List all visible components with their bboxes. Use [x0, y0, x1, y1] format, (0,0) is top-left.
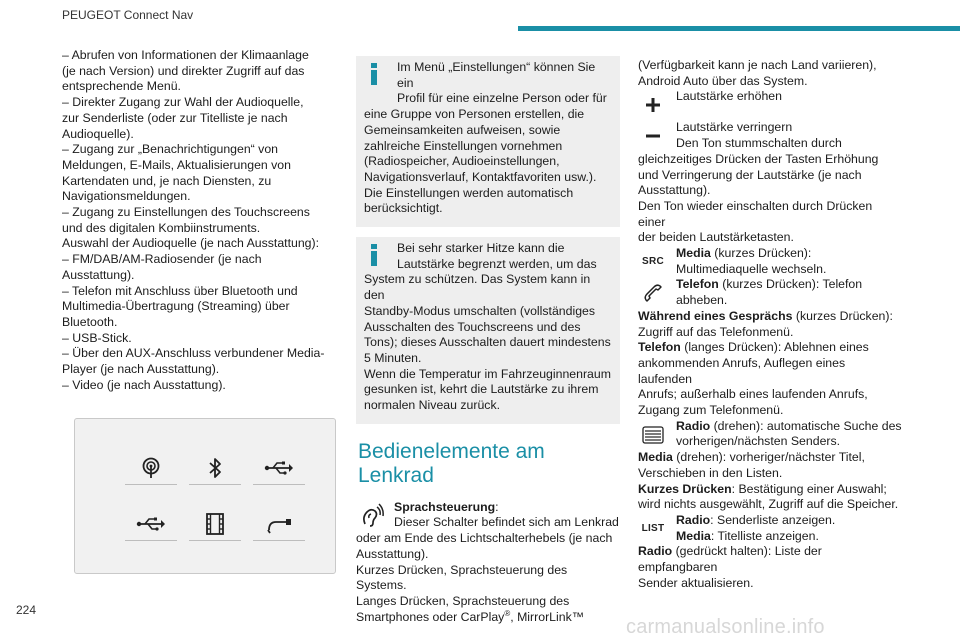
registered-mark: ®: [504, 608, 511, 618]
text-line: Den Ton stummschalten durch: [676, 136, 842, 151]
usb-icon: [253, 451, 305, 485]
video-icon: [189, 507, 241, 541]
list1-rest: : Senderliste anzeigen.: [710, 512, 836, 527]
column-1: [62, 48, 338, 393]
src-bold: Media: [676, 246, 711, 261]
plus-icon: [638, 90, 668, 120]
section-heading: [358, 440, 620, 488]
phone-rest: (kurzes Drücken): Telefon: [718, 277, 863, 292]
text-line: [638, 340, 902, 356]
text-line: gleichzeitiges Drücken der Tasten Erhöhung: [638, 151, 879, 166]
info-box-lead: [364, 60, 612, 107]
voice-last-prefix: Smartphones oder CarPlay: [356, 609, 505, 624]
text-line: wird nichts ausgewählt, Zugriff auf die Speicher.: [638, 497, 899, 512]
text-line: – Video (je nach Ausstattung).: [62, 377, 226, 392]
text-line: Android Auto über das System.: [638, 73, 808, 88]
bluetooth-icon: [189, 451, 241, 485]
section-heading-line: Bedienelemente am: [358, 439, 545, 463]
text-line: zur Senderliste (oder zur Titelliste je nach: [62, 110, 288, 125]
text-line: der beiden Lautstärketasten.: [638, 230, 794, 245]
text-line: Lautstärke erhöhen: [676, 89, 782, 104]
text-line: Ausschalten des Touchscreens und des: [364, 319, 581, 334]
text-line: Im Menü „Einstellungen“ können Sie ein: [397, 60, 596, 90]
text-line: – Zugang zur „Benachrichtigungen“ von: [62, 142, 279, 157]
text-line: (Radiospeicher, Audioeinstellungen,: [364, 154, 560, 169]
text-line: [394, 500, 620, 516]
section-heading-line: Lenkrad: [358, 463, 434, 487]
press-bold: Kurzes Drücken: [638, 481, 732, 496]
voice-title: Sprachsteuerung: [394, 499, 496, 514]
scroll-wheel-icon: [638, 420, 668, 450]
text-line: Navigationsmeldungen.: [62, 189, 191, 204]
watermark: carmanualsonline.info: [626, 616, 825, 638]
text-line: Lautstärke verringern: [676, 120, 793, 135]
text-line: System zu schützen. Das System kann in den: [364, 272, 591, 303]
info-icon: [371, 244, 377, 266]
radio-icon: [125, 451, 177, 485]
text-line: Kurzes Drücken, Sprachsteuerung des Systems.: [356, 562, 568, 593]
text-line: berücksichtigt.: [364, 201, 443, 216]
text-line: Sender aktualisieren.: [638, 575, 754, 590]
text-line: Ausstattung).: [356, 546, 429, 561]
text-line: Langes Drücken, Sprachsteuerung des: [356, 593, 570, 608]
voice-command-icon: [356, 501, 386, 531]
list2-bold: Media: [676, 528, 711, 543]
text-line: – Telefon mit Anschluss über Bluetooth und: [62, 283, 298, 298]
text-line: – Direkter Zugang zur Wahl der Audioquelle,: [62, 95, 304, 110]
text-line: Player (je nach Ausstattung).: [62, 362, 220, 377]
src-rest: (kurzes Drücken):: [710, 246, 812, 261]
text-line: Lautstärke begrenzt werden, um das: [397, 256, 597, 271]
src-label: SRC: [641, 256, 664, 268]
text-line: Standby-Modus umschalten (vollständiges: [364, 303, 596, 318]
text-line: [676, 419, 902, 435]
text-line: und Verringerung der Lautstärke (je nach: [638, 167, 862, 182]
column-3: [638, 58, 902, 592]
aux-cable-icon: [253, 507, 305, 541]
voice-colon: :: [495, 499, 499, 514]
list-button-icon: [638, 514, 668, 544]
text-line: Gemeinsamkeiten aufweisen, sowie: [364, 122, 561, 137]
text-line: ankommenden Anrufs, Auflegen eines laufenden: [638, 355, 846, 386]
text-line: Ausstattung).: [638, 183, 711, 198]
phone-bold: Telefon: [676, 277, 719, 292]
text-line: [356, 610, 620, 626]
text-line: Anrufs; außerhalb eines laufenden Anrufs,: [638, 387, 868, 402]
text-line: Multimediaquelle wechseln.: [676, 261, 827, 276]
audio-source-icon-panel: [74, 418, 336, 574]
volume-down-entry: [638, 120, 902, 151]
text-line: [638, 544, 902, 575]
info-box-settings-profiles: [356, 56, 620, 227]
info-icon: [371, 63, 377, 85]
text-line: Ausstattung).: [62, 267, 135, 282]
text-line: Navigationsverlauf, Kontaktfavoriten usw.).: [364, 169, 597, 184]
text-line: Den Ton wieder einschalten durch Drücken einer: [638, 198, 873, 229]
long-bold: Telefon: [638, 340, 681, 355]
text-line: zahlreiche Einstellungen vornehmen: [364, 138, 563, 153]
usb-icon: [125, 507, 177, 541]
text-line: 5 Minuten.: [364, 350, 422, 365]
list2-rest: : Titelliste anzeigen.: [710, 528, 819, 543]
text-line: [676, 529, 902, 545]
text-line: Die Einstellungen werden automatisch: [364, 185, 574, 200]
minus-icon: [638, 121, 668, 151]
header-accent-bar: [518, 26, 960, 31]
media-rest: (drehen): vorheriger/nächster Titel,: [672, 450, 865, 465]
text-line: Bei sehr starker Hitze kann die: [397, 241, 565, 256]
text-line: gesunken ist, kehrt die Lautstärke zu ihrem: [364, 382, 599, 397]
text-line: [638, 482, 902, 498]
text-line: oder am Ende des Lichtschalterhebels (je nach: [356, 531, 613, 546]
radio-scroll-entry: [638, 419, 902, 450]
text-line: – Zugang zu Einstellungen des Touchscreens: [62, 205, 310, 220]
voice-control-entry: [356, 500, 620, 531]
text-line: abheben.: [676, 293, 728, 308]
src-media-entry: [638, 246, 902, 277]
header-title: PEUGEOT Connect Nav: [62, 8, 194, 22]
press-rest: : Bestätigung einer Auswahl;: [731, 481, 887, 496]
info-box-lead: [364, 241, 612, 272]
text-line: Auswahl der Audioquelle (je nach Ausstattung):: [62, 236, 320, 251]
volume-up-entry: [638, 89, 902, 120]
text-line: [638, 450, 902, 466]
text-line: Multimedia-Übertragung (Streaming) über: [62, 299, 290, 314]
list1-bold: Radio: [676, 512, 711, 527]
phone-entry: [638, 277, 902, 308]
text-line: – FM/DAB/AM-Radiosender (je nach: [62, 252, 262, 267]
list-label: LIST: [641, 523, 665, 535]
text-line: (Verfügbarkeit kann je nach Land variieren),: [638, 58, 877, 72]
src-button-icon: [638, 247, 668, 277]
text-line: Wenn die Temperatur im Fahrzeuginnenraum: [364, 366, 611, 381]
text-line: [676, 277, 902, 293]
text-line: – Über den AUX-Anschluss verbundener Media-: [62, 346, 325, 361]
text-line: Kartendaten und, je nach Diensten, zu: [62, 173, 272, 188]
hold-rest: (gedrückt halten): Liste der empfangbaren: [638, 544, 822, 575]
text-line: entsprechende Menü.: [62, 79, 181, 94]
text-line: Bluetooth.: [62, 314, 118, 329]
page-number: 224: [16, 603, 37, 617]
text-line: [676, 246, 902, 262]
hold-bold: Radio: [638, 544, 673, 559]
text-line: [676, 513, 902, 529]
long-rest: (langes Drücken): Ablehnen eines: [680, 340, 869, 355]
voice-last-suffix: , MirrorLink™: [510, 609, 585, 624]
text-line: (je nach Version) und direkter Zugriff auf das: [62, 63, 305, 78]
list-entry: [638, 513, 902, 544]
text-line: Tons); dieses Ausschalten dauert mindestens: [364, 335, 611, 350]
text-line: Zugriff auf das Telefonmenü.: [638, 324, 794, 339]
call-bold: Während eines Gesprächs: [638, 308, 793, 323]
text-line: [638, 309, 902, 325]
text-line: – USB-Stick.: [62, 330, 132, 345]
text-line: Dieser Schalter befindet sich am Lenkrad: [394, 515, 619, 530]
text-line: vorherigen/nächsten Senders.: [676, 434, 841, 449]
column-2: [356, 56, 620, 625]
text-line: normalen Niveau zurück.: [364, 398, 501, 413]
text-line: und des digitalen Kombiinstruments.: [62, 220, 261, 235]
radio-bold: Radio: [676, 418, 711, 433]
radio-rest: (drehen): automatische Suche des: [710, 418, 902, 433]
text-line: Profil für eine einzelne Person oder für: [397, 91, 607, 106]
text-line: Meldungen, E-Mails, Aktualisierungen von: [62, 157, 291, 172]
call-rest: (kurzes Drücken):: [792, 308, 893, 323]
phone-icon: [638, 278, 668, 308]
text-line: Audioquelle).: [62, 126, 134, 141]
media-bold: Media: [638, 450, 673, 465]
text-line: – Abrufen von Informationen der Klimaanlage: [62, 48, 309, 62]
text-line: Zugang zum Telefonmenü.: [638, 403, 784, 418]
text-line: Verschieben in den Listen.: [638, 465, 783, 480]
text-line: eine Gruppe von Personen erstellen, die: [364, 107, 585, 122]
info-box-heat-volume: [356, 237, 620, 424]
